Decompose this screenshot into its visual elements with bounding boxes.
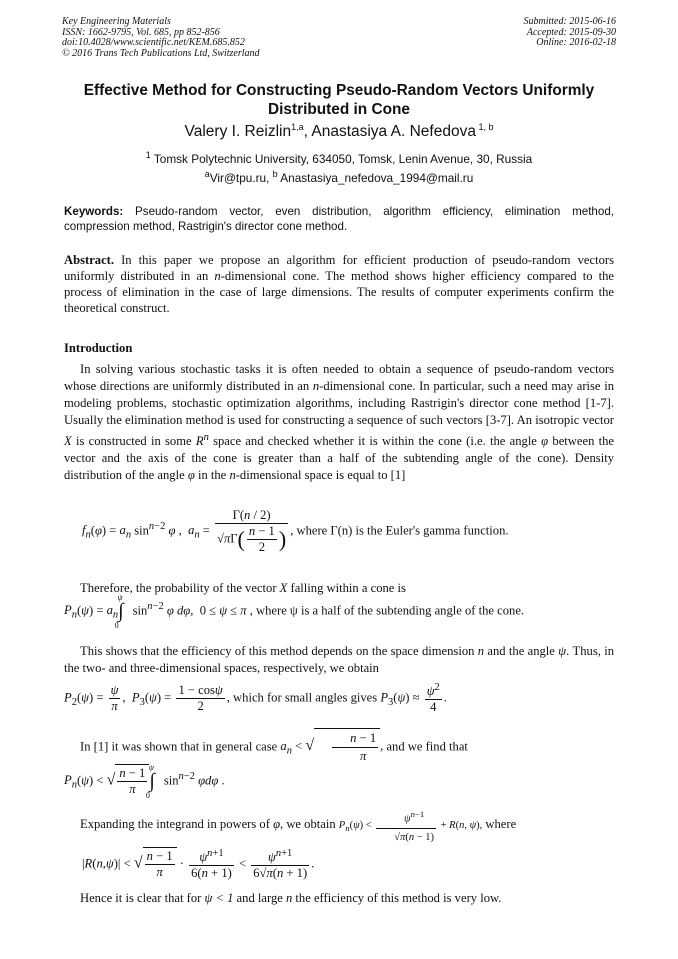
email-line bbox=[62, 169, 616, 185]
submitted-date: Submitted: 2015-06-16 bbox=[523, 16, 616, 27]
author-2-sup: 1, b bbox=[475, 122, 494, 132]
issn-line: ISSN: 1662-9795, Vol. 685, pp 852-856 bbox=[62, 26, 220, 38]
p1-text-7: -dimensional space is equal to [1] bbox=[235, 468, 406, 483]
p1-text-1: In solving various stochastic tasks it is often needed to obtain a sequence of pseudo-random vectors whose directions are uniformly distributed in an bbox=[64, 362, 614, 393]
p2-X: X bbox=[279, 581, 288, 595]
keywords bbox=[64, 205, 614, 234]
p6-condition: ψ < 1 bbox=[204, 891, 234, 905]
p4-text-2: and we find that bbox=[386, 739, 468, 754]
p6-text-3: the efficiency of this method is very low. bbox=[292, 891, 502, 905]
p5-text-1: Expanding the integrand in powers of bbox=[80, 817, 274, 832]
p3-psi: ψ bbox=[558, 644, 567, 658]
density-equation: $f_n(\varphi) = a_n$ $\sin^{n-2} \varphi$ , $a_n$ = Γ(n / 2) √πΓ( $\frac{n - 1}{2}$ ) , where Γ(n) is the Euler's gamma function. bbox=[82, 508, 509, 554]
probability-equation: $P_n(\psi) = a_n\int^\psi_0\sin^{n-2}$ φ dφ, 0 ≤ ψ ≤ π , where ψ is a half of the subtending angle of the cone. bbox=[64, 593, 525, 631]
intro-paragraph-5: Expanding the integrand in powers of φ, we obtain $P_n(\psi)$ < $\frac{\psi^{n-1}}{√\pi(n - 1)}$ + R(n, ψ), where bbox=[64, 806, 614, 846]
p2-text-1: Therefore, the probability of the vector bbox=[80, 581, 280, 595]
abstract-text-2: -dimensional cone. The method shows higher efficiency compared to the process of elimination in the case of large dimensions. The results of computer experiments confirm the theoretical construct. bbox=[64, 269, 614, 315]
probability-equation-text: , where ψ is a half of the subtending angle of the cone. bbox=[249, 603, 525, 618]
p1-n-2: n bbox=[229, 468, 236, 483]
doi-line: doi:10.4028/www.scientific.net/KEM.685.852 bbox=[62, 37, 245, 48]
abstract bbox=[64, 252, 614, 316]
p1-text-3: is constructed in some bbox=[71, 434, 196, 449]
remainder-bound-equation: |R(n,ψ)| < √ $\frac{n - 1}{\pi}$ · $\frac{\psi^{n+1}}{6(n + 1)}$ < $\frac{\psi^{n+1}}{6√\pi(n + 1)}$ . bbox=[82, 847, 315, 881]
accepted-date: Accepted: 2015-09-30 bbox=[526, 26, 616, 38]
p6-text-2: and large bbox=[233, 891, 286, 905]
p3-text-1: This shows that the efficiency of this method depends on the space dimension bbox=[80, 644, 478, 658]
p1-n: n bbox=[312, 379, 320, 393]
journal-header bbox=[62, 17, 260, 59]
email-a[interactable]: Vir@tpu.ru, bbox=[209, 170, 273, 185]
copyright-line: © 2016 Trans Tech Publications Ltd, Switzerland bbox=[62, 47, 260, 59]
p3-text-3: . Thus, in the two- and three-dimensional spaces, respectively, we obtain bbox=[64, 644, 615, 675]
author-1: Valery I. Reizlin bbox=[184, 123, 292, 141]
p1-X: X bbox=[64, 434, 72, 449]
author-list bbox=[62, 122, 616, 141]
p1-text-5: between the vector and the axis of the cone is greater than a half of the subtending angle of the cone). Density distribution of the angle bbox=[64, 434, 615, 483]
affiliation-sup: 1 bbox=[145, 150, 151, 160]
author-2: Anastasiya A. Nefedova bbox=[311, 123, 476, 141]
abstract-label: Abstract. bbox=[64, 253, 115, 267]
p1-text-2: -dimensional cone. In particular, such a need may arise in modeling problems, stochastic optimization algorithms, including Rastrigin's director cone method [1-7]. Usually the elimination method is used for constructing a sequence of such vectors [3-7]. An isotropic vector bbox=[64, 379, 614, 427]
intro-paragraph-3 bbox=[64, 643, 614, 677]
p1-phi-2: φ bbox=[187, 468, 195, 483]
p1-text-6: in the bbox=[194, 468, 230, 483]
email-b[interactable]: Anastasiya_nefedova_1994@mail.ru bbox=[277, 170, 474, 185]
p5-text-2: , we obtain bbox=[280, 817, 339, 832]
abstract-text-1: In this paper we propose an algorithm for efficient production of pseudo-random vectors uniformly distributed in an bbox=[64, 253, 614, 283]
small-angle-equation: $P_2(\psi)$ = $\frac{\psi}{\pi}$ , $P_3(\psi)$ = $\frac{1 - \cos\psi}{2}$ , which for small angles gives $P_3(\psi)$ ≈ $\frac{\psi^2}{4}$ . bbox=[64, 682, 447, 715]
p1-text-4: space and checked whether it is within the cone (i.e. the angle bbox=[208, 434, 542, 449]
introduction-heading: Introduction bbox=[64, 341, 133, 355]
journal-name: Key Engineering Materials bbox=[62, 16, 171, 27]
affiliation bbox=[62, 150, 616, 166]
author-sep: , bbox=[303, 123, 312, 141]
p4-text-1: In [1] it was shown that in general case bbox=[80, 739, 281, 754]
affiliation-text: Tomsk Polytechnic University, 634050, Tomsk, Lenin Avenue, 30, Russia bbox=[150, 151, 533, 166]
p1-R: R bbox=[195, 434, 204, 449]
p6-text-1: Hence it is clear that for bbox=[80, 891, 205, 905]
dates-header bbox=[524, 17, 617, 49]
p1-R-sup: n bbox=[203, 432, 209, 443]
p5-phi: φ bbox=[273, 817, 281, 832]
intro-paragraph-4: In [1] it was shown that in general case $a_n$ < √ $\frac{n - 1}{\pi}$ , and we find that bbox=[64, 728, 624, 765]
paper-title: Effective Method for Constructing Pseudo-Random Vectors Uniformly Distributed in Cone bbox=[83, 82, 595, 118]
online-date: Online: 2016-02-18 bbox=[536, 37, 616, 48]
email-b-sup: b bbox=[272, 169, 278, 179]
intro-paragraph-6 bbox=[64, 890, 614, 907]
p1-phi: φ bbox=[541, 434, 549, 449]
upper-bound-equation: $P_n(\psi)$ < √ $\frac{n - 1}{\pi}$ $\int^\psi_0\sin^{n-2}$ φdφ . bbox=[64, 763, 225, 801]
small-angle-text: which for small angles gives bbox=[229, 690, 381, 705]
p3-text-2: and the angle bbox=[484, 644, 559, 658]
author-1-sup: 1,a bbox=[291, 122, 304, 132]
keywords-label: Keywords: bbox=[64, 205, 124, 218]
p6-n: n bbox=[285, 891, 293, 905]
density-equation-text: , where Γ(n) is the Euler's gamma function. bbox=[290, 523, 509, 538]
abstract-n: n bbox=[214, 269, 221, 283]
keywords-text: Pseudo-random vector, even distribution, algorithm efficiency, elimination method, compression method, Rastrigin's director cone method. bbox=[64, 205, 614, 233]
p2-text-2: falling within a cone is bbox=[287, 581, 406, 595]
intro-paragraph-1 bbox=[64, 361, 614, 484]
intro-paragraph-2 bbox=[64, 580, 614, 597]
p3-n: n bbox=[477, 644, 485, 658]
email-a-sup: a bbox=[204, 169, 210, 179]
p5-text-3: where bbox=[485, 817, 517, 832]
